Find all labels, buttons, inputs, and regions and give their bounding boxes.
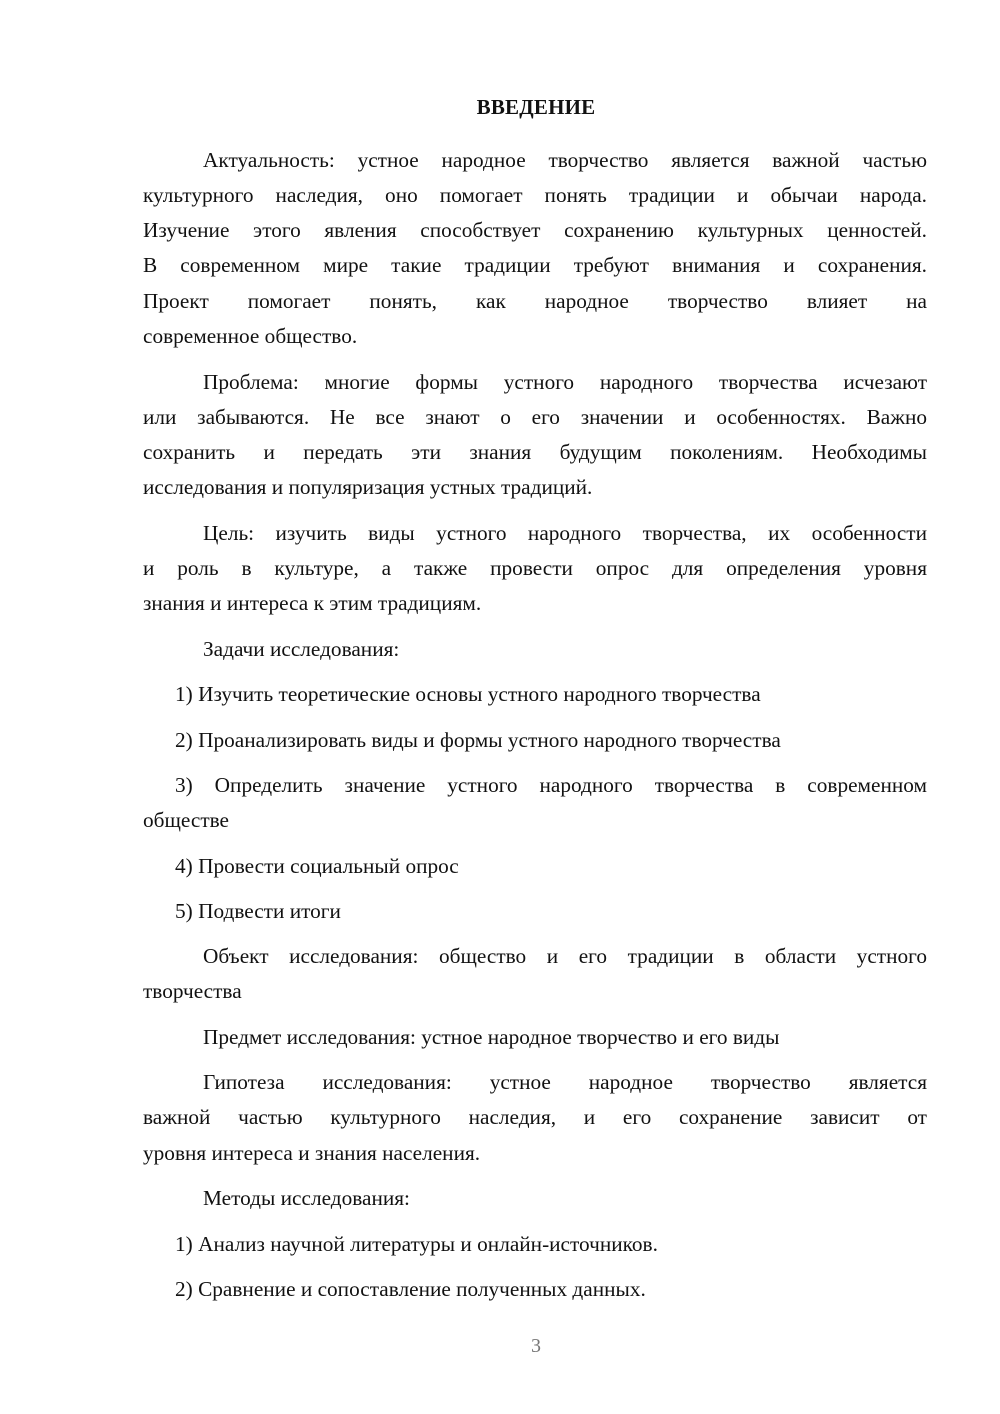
relevance-line-4: В современном мире такие традиции требуют внимания и сохранения. [143, 253, 927, 277]
page-heading: ВВЕДЕНИЕ [476, 95, 596, 119]
goal-line-2: и роль в культуре, а также провести опрос для определения уровня [143, 556, 927, 580]
task-item-3: 3) Определить значение устного народного творчества в современном [175, 773, 927, 797]
task-item-4: 4) Провести социальный опрос [175, 854, 459, 878]
task-item-2: 2) Проанализировать виды и формы устного народного творчества [175, 728, 781, 752]
method-item-1: 1) Анализ научной литературы и онлайн-источников. [175, 1232, 658, 1256]
relevance-line-5: Проект помогает понять, как народное творчество влияет на [143, 289, 927, 313]
page-number: 3 [531, 1335, 541, 1357]
problem-line-4: исследования и популяризация устных традиций. [143, 475, 593, 499]
task-item-1: 1) Изучить теоретические основы устного народного творчества [175, 682, 761, 706]
goal-line-1: Цель: изучить виды устного народного творчества, их особенности [203, 521, 927, 545]
relevance-line-2: культурного наследия, оно помогает понять традиции и обычаи народа. [143, 183, 927, 207]
problem-line-1: Проблема: многие формы устного народного творчества исчезают [203, 370, 927, 394]
goal-line-3: знания и интереса к этим традициям. [143, 591, 482, 615]
object-line-1: Объект исследования: общество и его традиции в области устного [203, 944, 927, 968]
methods-title: Методы исследования: [203, 1186, 410, 1210]
task-item-3-continuation: обществе [143, 808, 230, 832]
object-line-2: творчества [143, 979, 242, 1003]
hypothesis-line-2: важной частью культурного наследия, и его сохранение зависит от [143, 1105, 927, 1129]
task-item-5: 5) Подвести итоги [175, 899, 341, 923]
relevance-line-6: современное общество. [143, 324, 358, 348]
hypothesis-line-3: уровня интереса и знания населения. [143, 1141, 481, 1165]
problem-line-2: или забываются. Не все знают о его значении и особенностях. Важно [143, 405, 927, 429]
problem-line-3: сохранить и передать эти знания будущим поколениям. Необходимы [143, 440, 927, 464]
tasks-title: Задачи исследования: [203, 637, 400, 661]
hypothesis-line-1: Гипотеза исследования: устное народное творчество является [203, 1070, 927, 1094]
relevance-line-3: Изучение этого явления способствует сохранению культурных ценностей. [143, 218, 927, 242]
subject-paragraph: Предмет исследования: устное народное творчество и его виды [203, 1025, 780, 1049]
method-item-2: 2) Сравнение и сопоставление полученных данных. [175, 1277, 646, 1301]
relevance-line-1: Актуальность: устное народное творчество является важной частью [203, 148, 927, 172]
